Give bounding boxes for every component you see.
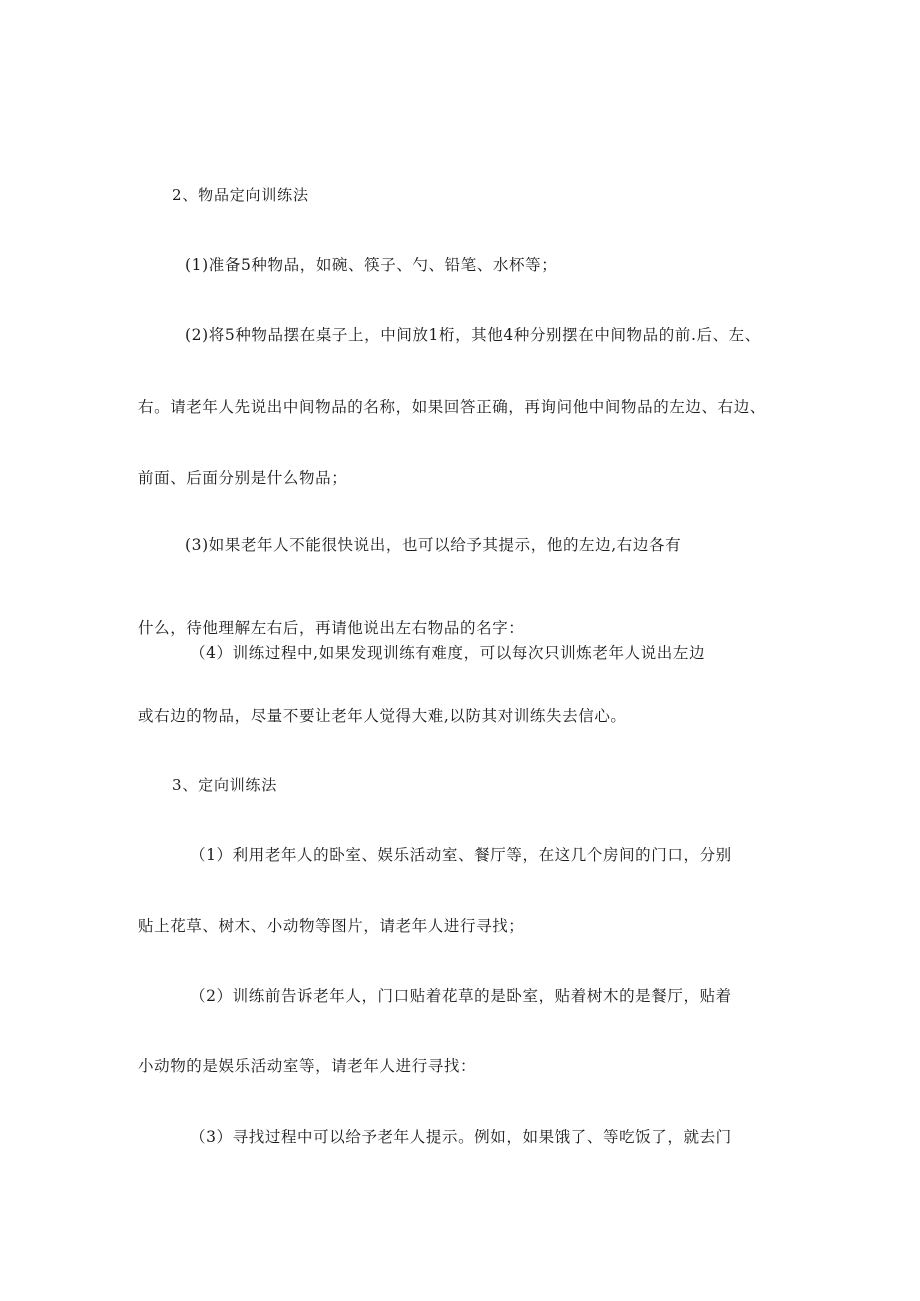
section-2-item-4-line-2: 或右边的物品，尽量不要让老年人觉得大难,以防其对训练失去信心。	[138, 707, 627, 725]
section-2-item-2-line-2: 右。请老年人先说出中间物品的名称，如果回答正确，再询问他中间物品的左边、右边、	[138, 398, 766, 416]
section-2-heading: 2、物品定向训练法	[172, 186, 309, 204]
section-3-item-2-line-1: （2）训练前告诉老年人，门口贴着花草的是卧室，贴着树木的是餐厅，贴着	[190, 987, 732, 1005]
section-3-item-1-line-1: （1）利用老年人的卧室、娱乐活动室、餐厅等，在这几个房间的门口，分别	[190, 846, 732, 864]
section-3-item-1-line-2: 贴上花草、树木、小动物等图片，请老年人进行寻找；	[138, 917, 525, 935]
section-3-heading: 3、定向训练法	[172, 776, 278, 794]
section-3-item-3-line-1: （3）寻找过程中可以给予老年人提示。例如，如果饿了、等吃饭了，就去门	[190, 1128, 732, 1146]
section-2-item-1-line-1: (1)准备5种物品，如碗、筷子、勺、铅笔、水杯等；	[185, 256, 558, 274]
section-2-item-2-line-3: 前面、后面分别是什么物品；	[138, 469, 348, 487]
section-2-item-4-line-1: （4）训练过程中,如果发现训练有难度，可以每次只训炼老年人说出左边	[190, 644, 706, 662]
section-2-item-3-line-1: (3)如果老年人不能很快说出，也可以给予其提示，他的左边,右边各有	[185, 536, 682, 554]
section-2-item-3-line-2: 什么，待他理解左右后，再请他说出左右物品的名字：	[138, 619, 525, 637]
section-2-item-2-line-1: (2)将5种物品摆在桌子上，中间放1桁，其他4种分别摆在中间物品的前.后、左、	[185, 326, 761, 344]
section-3-item-2-line-2: 小动物的是娱乐活动室等，请老年人进行寻找：	[138, 1057, 477, 1075]
